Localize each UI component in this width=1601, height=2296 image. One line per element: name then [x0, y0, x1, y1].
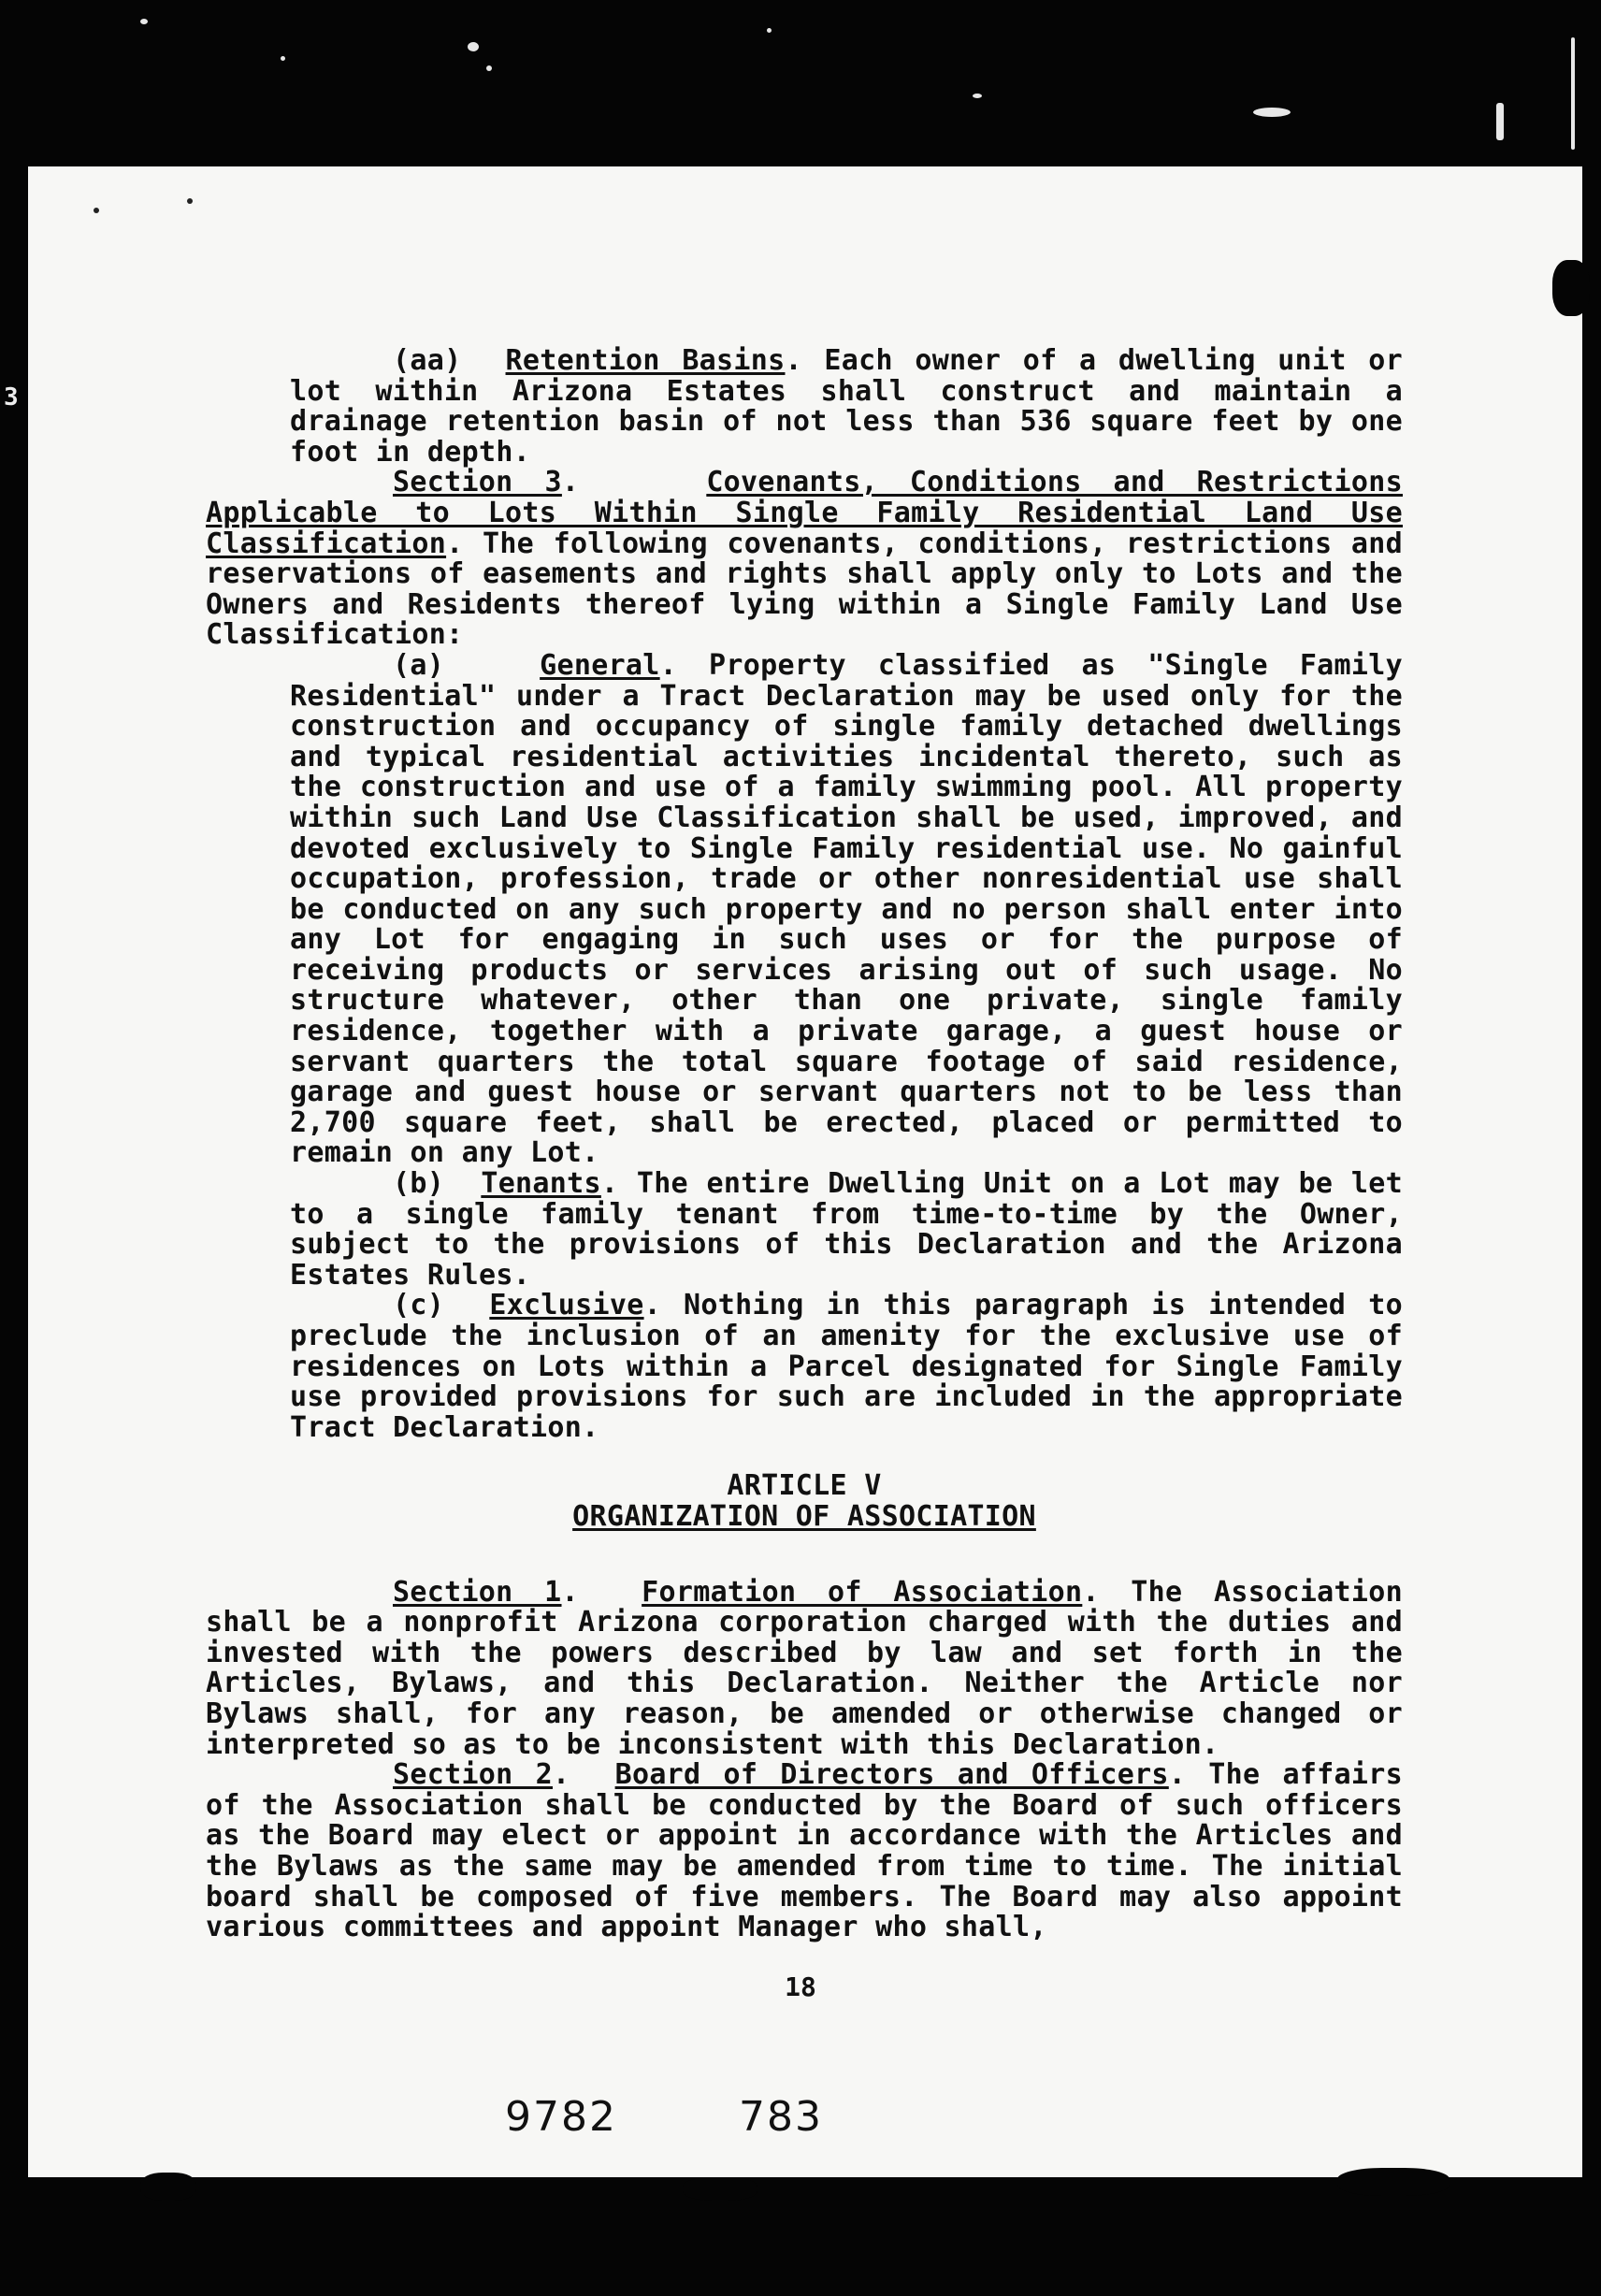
- paragraph-label: (aa): [393, 344, 462, 377]
- scan-speck: [767, 28, 772, 33]
- article-number: ARTICLE V: [727, 1469, 882, 1503]
- scan-speck: [140, 19, 148, 24]
- paragraph-text: . Property classified as "Single Family Residential" under a Tract Declaration may be used only for the construction and occupancy of single family detached dwellings and typical residential activities incidental thereto, such as the construction and use of a family swimming pool. All property within such Land Use Classification shall be used, improved, and devoted exclusively to Single Family residential use. No gainful occupation, profession, trade or other nonresidential use shall be conducted on any such property and no person shall enter into any Lot for engaging in such uses or for the purpose of receiving products or services arising out of such usage. No structure whatever, other than one private, single family residence, together with a private garage, a guest house or servant quarters the total square footage of said residence, garage and guest house or servant quarters not to be less than 2,700 square feet, shall be erected, placed or permitted to remain on any Lot.: [290, 648, 1403, 1170]
- article-title-row: [206, 1499, 1403, 1533]
- scan-blot: [140, 2173, 196, 2201]
- paragraph-heading: Exclusive: [489, 1289, 644, 1322]
- scan-speck: [1253, 108, 1291, 117]
- scan-speck: [973, 94, 982, 98]
- page-number: 18: [785, 1971, 816, 2002]
- paragraph-a: [290, 648, 1403, 1170]
- scan-speck: [468, 42, 479, 51]
- section-heading: Covenants, Conditions and Restrictions Applicable to Lots Within Single Family Residential Land Use Classification: [206, 466, 1403, 560]
- paragraph-label: (a): [393, 648, 445, 682]
- document-body: [206, 346, 1403, 1943]
- scan-blot: [683, 2177, 757, 2201]
- paragraph-c: [290, 1291, 1403, 1443]
- paragraph-heading: Tenants: [481, 1167, 601, 1201]
- article-title: ORGANIZATION OF ASSOCIATION: [572, 1499, 1036, 1533]
- article-section-2: Section 2. Board of Directors and Officers. The affairs of the Association shall be conducted by the Board of such officers as the Board may elect or appoint in accordance with the Articles and the Bylaws as the same may be amended from time to time. The initial board shall be composed of five members. The Board may also appoint various committees and appoint Manager who shall,: [206, 1758, 1403, 1944]
- scan-dot: [94, 208, 99, 213]
- scan-blot: [1552, 260, 1590, 316]
- section-label: Section 3: [393, 466, 562, 499]
- section-label: Section 2: [393, 1758, 554, 1792]
- scan-blot: [1337, 2168, 1450, 2196]
- paragraph-b: [290, 1169, 1403, 1291]
- article-section-1: Section 1. Formation of Association. The Association shall be a nonprofit Arizona corporation charged with the duties and invested with the powers described by law and set forth in the Articles, Bylaws, and this Declaration. Neither the Article nor Bylaws shall, for any reason, be amended or otherwise changed or interpreted so as to be inconsistent with this Declaration.: [206, 1575, 1403, 1761]
- section-heading: Formation of Association: [642, 1575, 1083, 1609]
- paragraph-text: . The entire Dwelling Unit on a Lot may be let to a single family tenant from time-to-time by the Owner, subject to the provisions of this Declaration and the Arizona Estates Rules.: [290, 1167, 1403, 1292]
- stamp-number-right: 783: [739, 2093, 823, 2141]
- section-heading: Board of Directors and Officers: [614, 1758, 1169, 1792]
- paragraph-heading: Retention Basins: [505, 344, 786, 377]
- margin-mark: 3: [4, 383, 19, 412]
- section-text: . The affairs of the Association shall be conducted by the Board of such officers as the Board may elect or appoint in accordance with the Articles and the Bylaws as the same may be amended from time to time. The initial board shall be composed of five members. The Board may also appoint various committees and appoint Manager who shall,: [206, 1758, 1403, 1944]
- scan-dot: [187, 198, 193, 204]
- paragraph-text: . Each owner of a dwelling unit or lot within Arizona Estates shall construct and maintain a drainage retention basin of not less than 536 square feet by one foot in depth.: [290, 344, 1403, 469]
- section-3: Section 3. Covenants, Conditions and Restrictions Applicable to Lots Within Single Family Residential Land Use Classification. The following covenants, conditions, restrictions and reservations of easements and rights shall apply only to Lots and the Owners and Residents thereof lying within a Single Family Land Use Classification:: [206, 466, 1403, 652]
- paragraph-text: . Nothing in this paragraph is intended to preclude the inclusion of an amenity for the exclusive use of residences on Lots within a Parcel designated for Single Family use provided provisions for such are included in the appropriate Tract Declaration.: [290, 1289, 1403, 1444]
- paragraph-label: (b): [393, 1167, 445, 1201]
- scan-speck: [281, 56, 285, 61]
- section-text: . The Association shall be a nonprofit Arizona corporation charged with the duties and invested with the powers described by law and set forth in the Articles, Bylaws, and this Declaration. Neither the Article nor Bylaws shall, for any reason, be amended or otherwise changed or interpreted so as to be inconsistent with this Declaration.: [206, 1575, 1403, 1761]
- section-label: Section 1: [393, 1575, 562, 1609]
- stamp-number-left: 9782: [505, 2093, 617, 2141]
- scan-speck: [486, 65, 492, 71]
- paragraph-label: (c): [393, 1289, 445, 1322]
- section-text: . The following covenants, conditions, restrictions and reservations of easements and rights shall apply only to Lots and the Owners and Residents thereof lying within a Single Family Land Use Classification:: [206, 527, 1403, 652]
- paragraph-aa: [290, 346, 1403, 468]
- scan-speck: [1496, 103, 1504, 140]
- paragraph-heading: General: [540, 648, 660, 682]
- scan-speck: [1571, 37, 1575, 150]
